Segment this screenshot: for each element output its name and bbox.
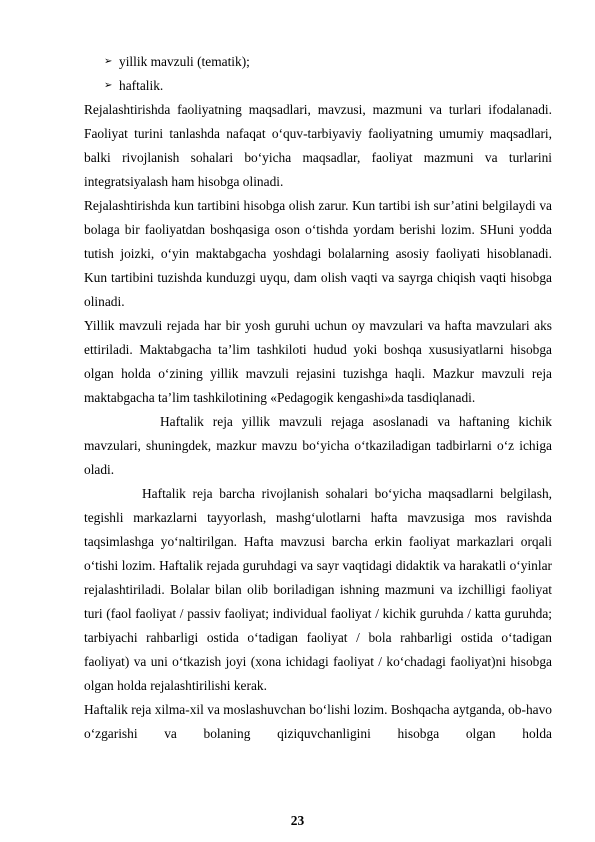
paragraph-weekly-plan-basis: Haftalik reja yillik mavzuli rejaga asoslanadi va haftaning kichik mavzulari, shuningdek, mazkur mavzu bo‘yicha o‘tkaziladigan tadbirlarni o‘z ichiga oladi. bbox=[84, 414, 552, 477]
paragraph-weekly-plan-flexibility: Haftalik reja xilma-xil va moslashuvchan bo‘lishi lozim. Boshqacha aytganda, ob-havo o‘zgarishi va bolaning qiziquvchanligini hisobga olgan holda bbox=[84, 702, 552, 741]
page-content bbox=[84, 50, 552, 746]
list-item bbox=[84, 74, 552, 98]
list-item-text: haftalik. bbox=[119, 78, 164, 93]
paragraph-daily-routine: Rejalashtirishda kun tartibini hisobga olish zarur. Kun tartibi ish sur’atini belgilaydi va bolaga bir faoliyatdan boshqasiga oson o‘tishda yordam berishi lozim. SHuni yodda tutish joizki, o‘yin maktabgacha yoshdagi bolalarning asosiy faoliyati hisoblanadi. Kun tartibini tuzishda kunduzgi uyqu, dam olish vaqti va sayrga chiqish vaqti hisobga olinadi. bbox=[84, 198, 552, 309]
paragraph-weekly-plan-goals: Haftalik reja barcha rivojlanish sohalari bo‘yicha maqsadlarni belgilash, tegishli markazlarni tayyorlash, mashg‘ulotlarni hafta mavzusiga mos ravishda taqsimlashga yo‘naltirilgan. Hafta mavzusi barcha erkin faoliyat markazlari orqali o‘tishi lozim. Haftalik rejada guruhdagi va sayr vaqtidagi didaktik va harakatli o‘yinlar rejalashtiriladi. Bolalar bilan olib boriladigan ishning mazmuni va izchilligi faoliyat turi (faol faoliyat / passiv faoliyat; individual faoliyat / kichik guruhda / katta guruhda; tarbiyachi rahbarligi ostida o‘tadigan faoliyat / bola rahbarligi ostida o‘tadigan faoliyat) va uni o‘tkazish joyi (xona ichidagi faoliyat / ko‘chadagi faoliyat)ni hisobga olgan holda rejalashtirilishi kerak. bbox=[84, 486, 552, 693]
plan-type-list bbox=[84, 50, 552, 98]
arrow-bullet-icon: ➢ bbox=[104, 80, 113, 91]
list-item-text: yillik mavzuli (tematik); bbox=[119, 54, 250, 69]
page-number: 23 bbox=[290, 813, 305, 828]
paragraph-planning-goals: Rejalashtirishda faoliyatning maqsadlari, mavzusi, mazmuni va turlari ifodalanadi. Faoliyat turini tanlashda nafaqat o‘quv-tarbiyaviy faoliyatning umumiy maqsadlari, balki rivojlanish sohalari bo‘yicha maqsadlar, faoliyat mazmuni va turlarini integratsiyalash ham hisobga olinadi. bbox=[84, 102, 552, 189]
list-item bbox=[84, 50, 552, 74]
arrow-bullet-icon: ➢ bbox=[104, 56, 113, 67]
paragraph-yearly-plan: Yillik mavzuli rejada har bir yosh guruhi uchun oy mavzulari va hafta mavzulari aks ettiriladi. Maktabgacha ta’lim tashkiloti hudud yoki boshqa xususiyatlarni hisobga olgan holda o‘zining yillik mavzuli rejasini tuzishga haqli. Mazkur mavzuli reja maktabgacha ta’lim tashkilotining «Pedagogik kengashi»da tasdiqlanadi. bbox=[84, 318, 552, 405]
